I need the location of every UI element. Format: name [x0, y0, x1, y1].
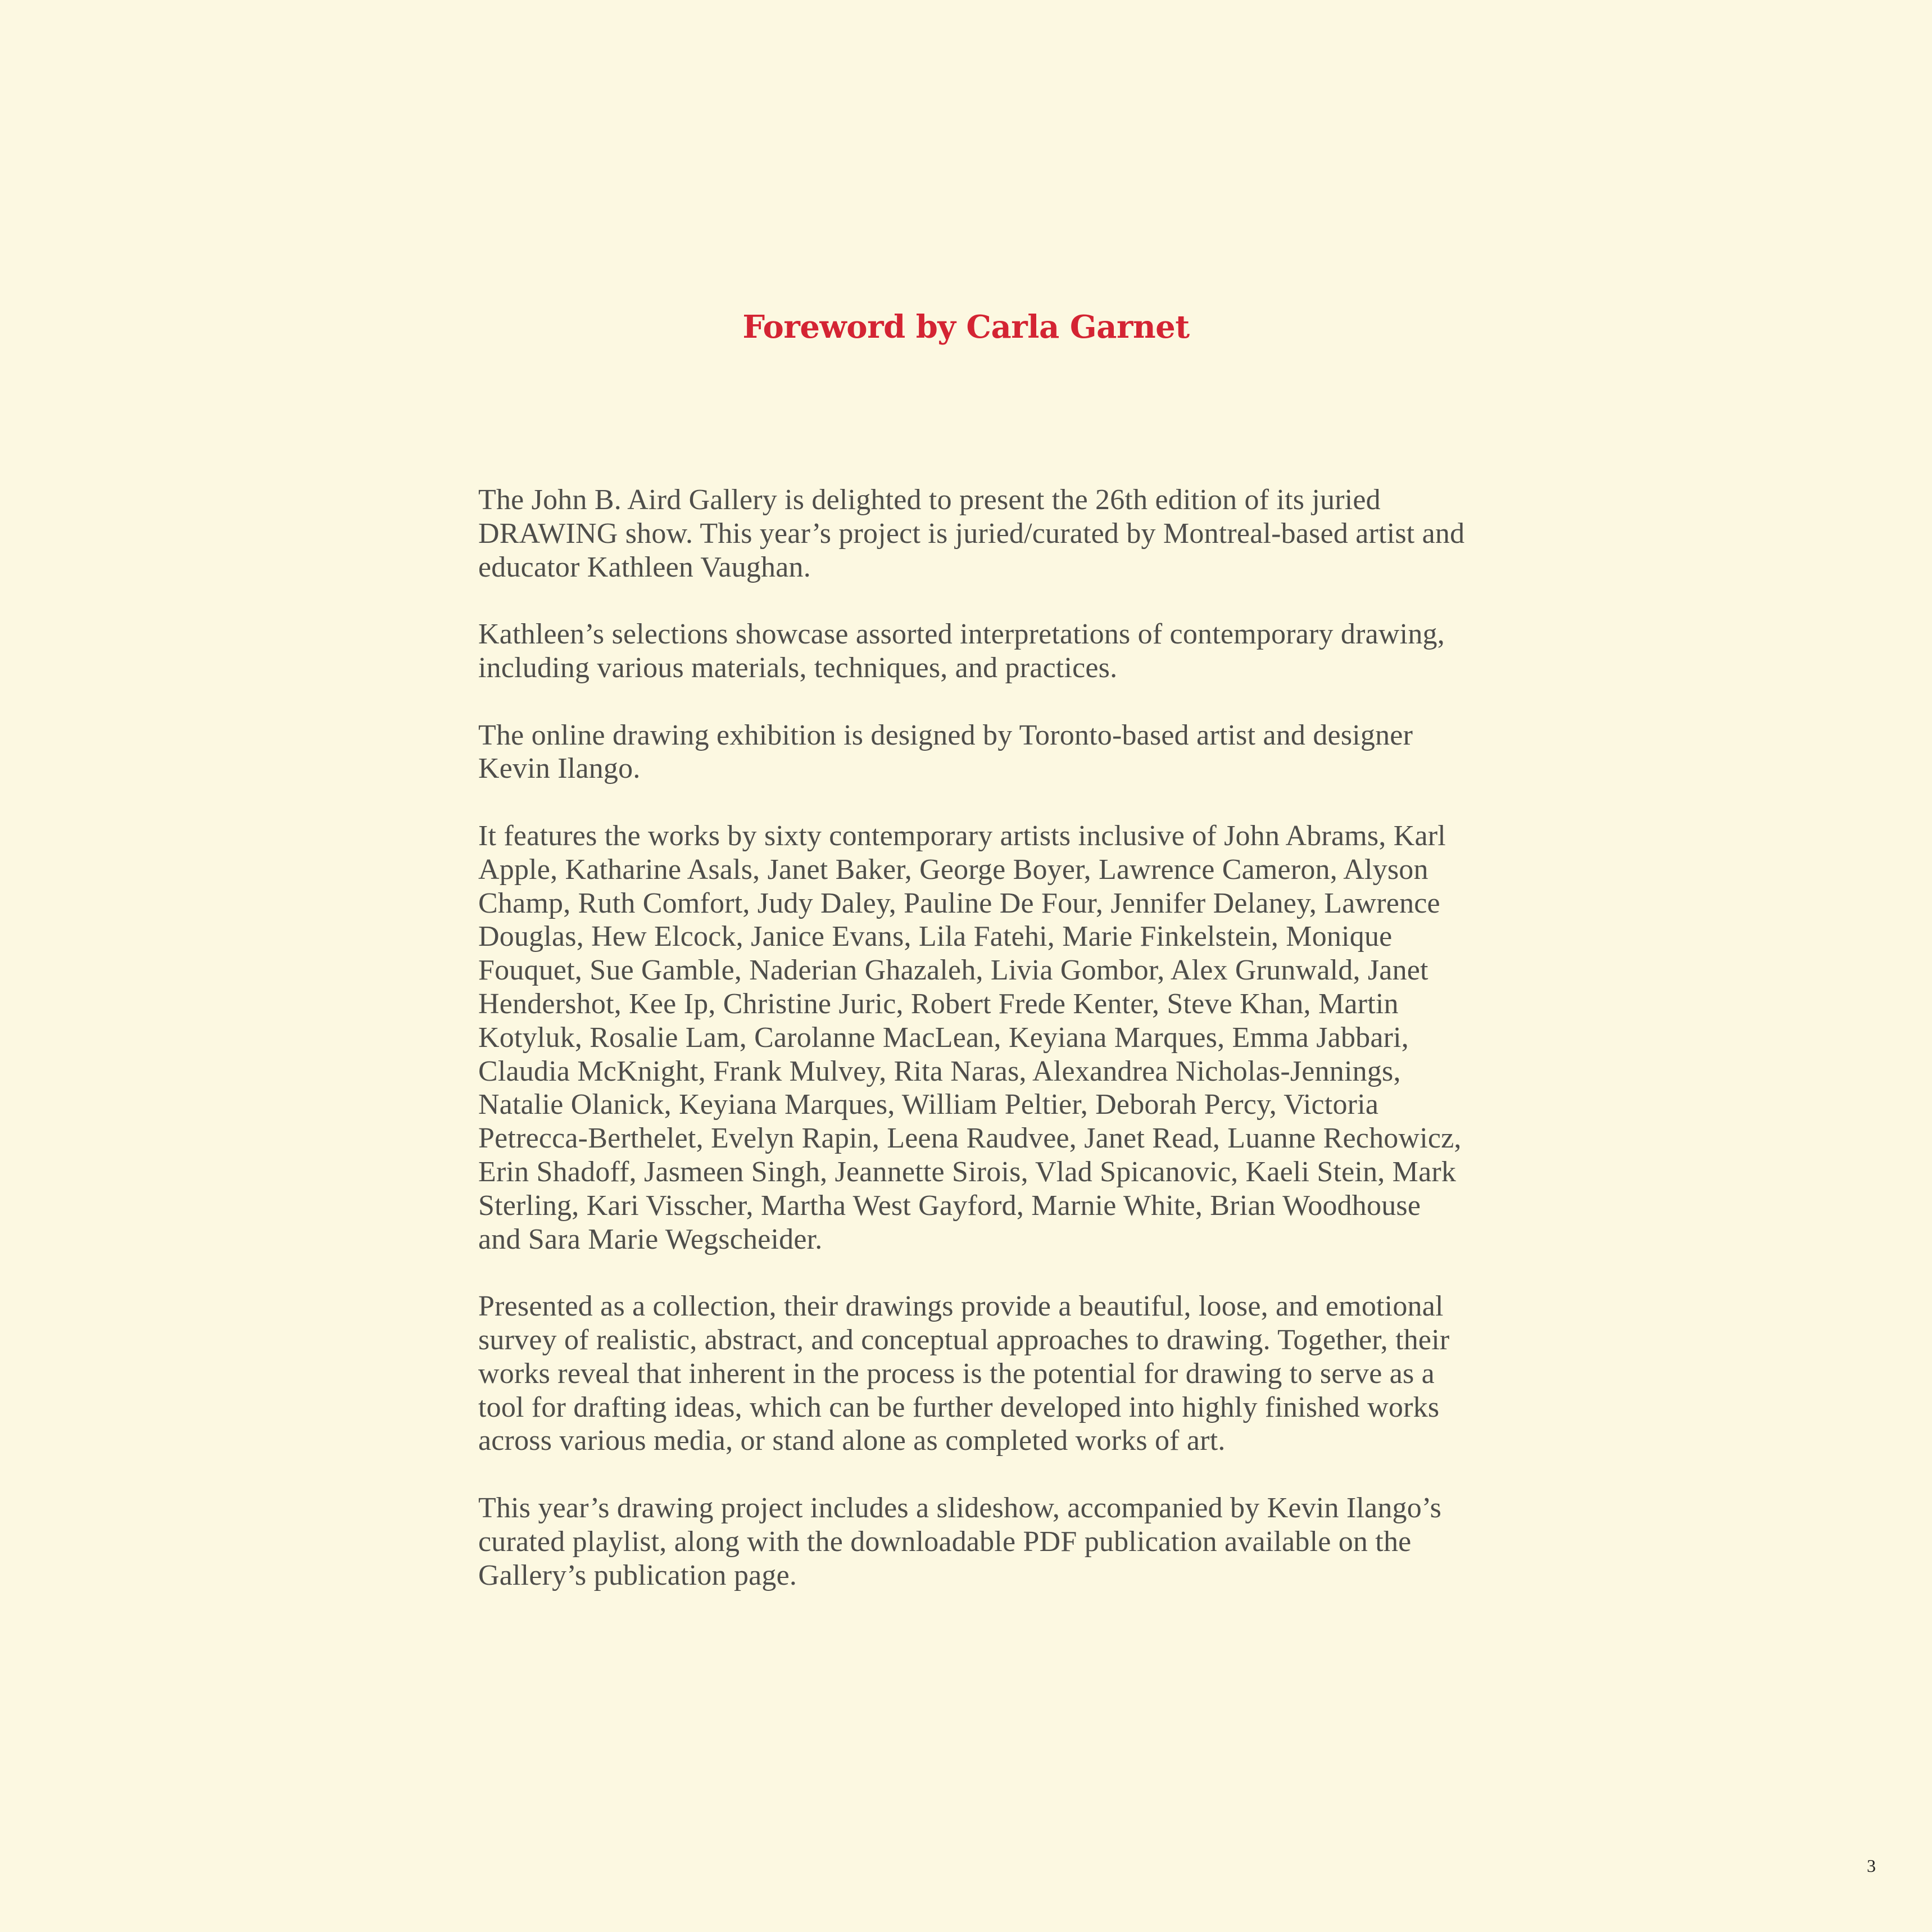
page-number: 3	[1867, 1856, 1876, 1876]
paragraph-artists: It features the works by sixty contemporary artists inclusive of John Abrams, Karl Apple, Katharine Asals, Janet Baker, George Boyer, Lawrence Cameron, Alyson Champ, Ruth Comfort, Judy Daley, Pauline De Four, Jennifer Delaney, Lawrence Douglas, Hew Elcock, Janice Evans, Lila Fatehi, Marie Finkelstein, Monique Fouquet, Sue Gamble, Naderian Ghazaleh, Livia Gombor, Alex Grunwald, Janet Hendershot, Kee Ip, Christine Juric, Robert Frede Kenter, Steve Khan, Martin Kotyluk, Rosalie Lam, Carolanne MacLean, Keyiana Marques, Emma Jabbari, Claudia McKnight, Frank Mulvey, Rita Naras, Alexandrea Nicholas-Jennings, Natalie Olanick, Keyiana Marques, William Peltier, Deborah Percy, Victoria Petrecca-Berthelet, Evelyn Rapin, Leena Raudvee, Janet Read, Luanne Rechowicz, Erin Shadoff, Jasmeen Singh, Jeannette Sirois, Vlad Spicanovic, Kaeli Stein, Mark Sterling, Kari Visscher, Martha West Gayford, Marnie White, Brian Woodhouse and Sara Marie Wegscheider.	[478, 819, 1462, 1255]
paragraph-selections: Kathleen’s selections showcase assorted interpretations of contemporary drawing, including various materials, techniques, and practices.	[478, 618, 1445, 684]
page-title: Foreword by Carla Garnet	[742, 309, 1190, 346]
paragraph-collection: Presented as a collection, their drawings provide a beautiful, loose, and emotional survey of realistic, abstract, and conceptual approaches to drawing. Together, their works reveal that inherent in the process is the potential for drawing to serve as a tool for drafting ideas, which can be further developed into highly finished works across various media, or stand alone as completed works of art.	[478, 1290, 1450, 1457]
paragraph-intro: The John B. Aird Gallery is delighted to present the 26th edition of its juried DRAWING show. This year’s project is juried/curated by Montreal-based artist and educator Kathleen Vaughan.	[478, 484, 1465, 583]
foreword-body	[478, 483, 1467, 1592]
paragraph-design: The online drawing exhibition is designed by Toronto-based artist and designer Kevin Ilango.	[478, 719, 1413, 785]
paragraph-slideshow: This year’s drawing project includes a slideshow, accompanied by Kevin Ilango’s curated playlist, along with the downloadable PDF publication available on the Gallery’s publication page.	[478, 1491, 1442, 1591]
